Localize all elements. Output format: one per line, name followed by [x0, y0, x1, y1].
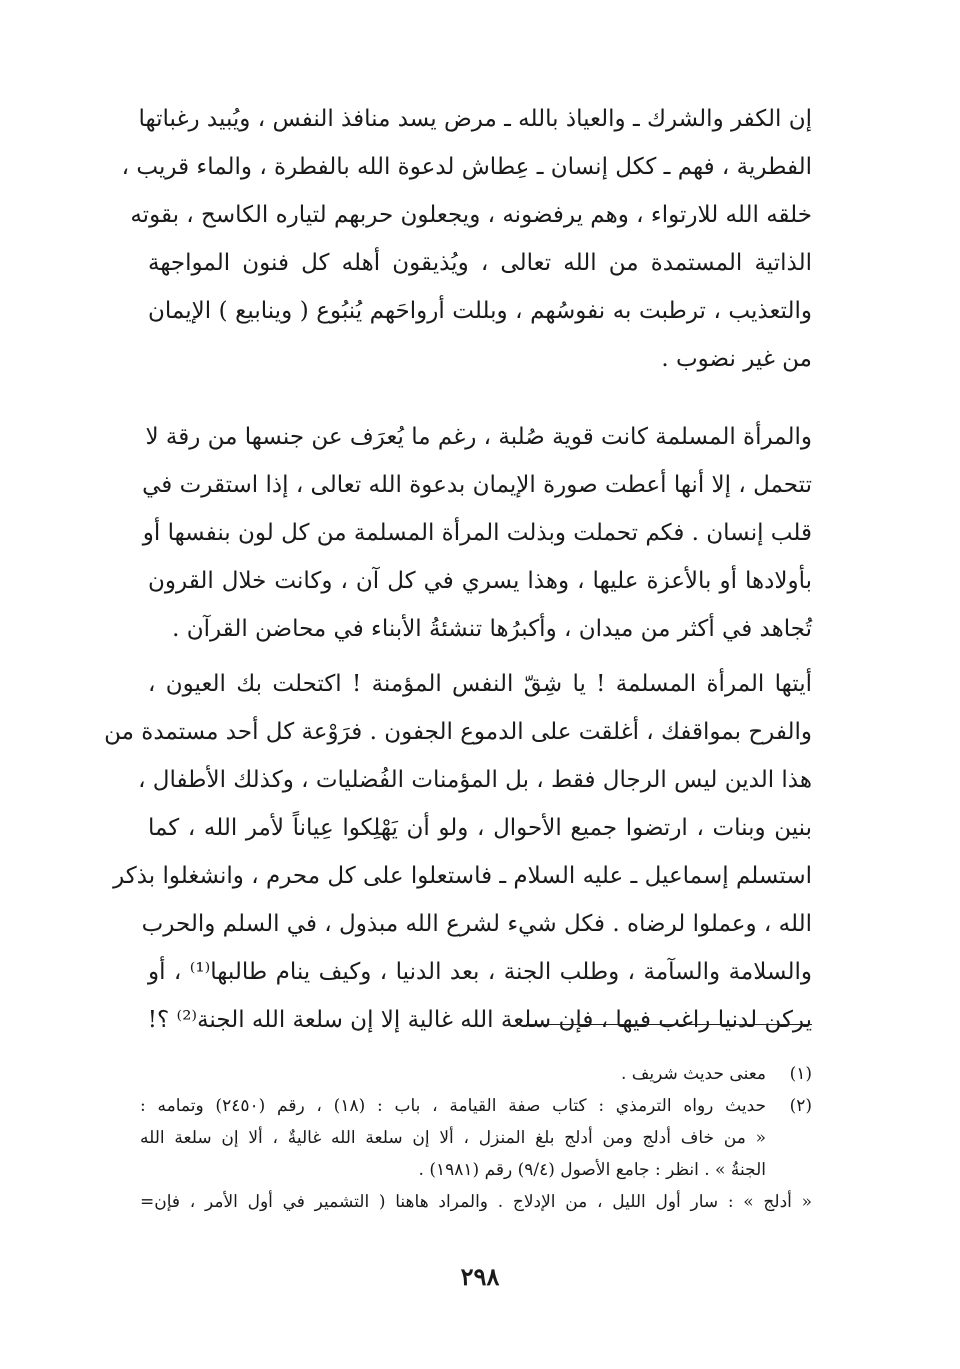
- text-line: والفرح بمواقفك ، أغلقت على الدموع الجفون . فرَوْعة كل أحد مستمدة من: [104, 719, 812, 745]
- text-line: قلب إنسان . فكم تحملت وبذلت المرأة المسلمة من كل لون بنفسها أو: [142, 520, 812, 546]
- footnote-continuation: « أدلج » : سار أول الليل ، من الإدلاج . والمراد هاهنا ( التشمير في أول الأمر ، فإن=: [140, 1192, 812, 1212]
- footnote-line: « من خاف أدلج ومن أدلج بلغ المنزل ، ألا إن سلعة الله غاليةٌ ، ألا إن سلعة الله: [140, 1128, 766, 1148]
- paragraph-2: [142, 413, 812, 653]
- footnote-number: (٢): [789, 1096, 812, 1116]
- footnotes: [140, 1058, 812, 1218]
- footnote-divider: [526, 1024, 812, 1025]
- text-line: تتحمل ، إلا أنها أعطت صورة الإيمان بدعوة الله تعالى ، إذا استقرت في: [142, 472, 812, 498]
- text-line: تُجاهد في أكثر من ميدان ، وأكبرُها تنشئةُ الأبناء في محاضن القرآن .: [172, 616, 812, 642]
- page-number: ٢٩٨: [460, 1262, 500, 1291]
- text-line: يركن لدنيا راغب فيها ، فإن سلعة الله غالية إلا إن سلعة الله الجنة⁽²⁾ ؟!: [147, 1007, 812, 1033]
- footnote-line: حديث رواه الترمذي : كتاب صفة القيامة ، باب : (١٨) ، رقم (٢٤٥٠) وتمامه :: [140, 1096, 766, 1116]
- paragraph-3: [104, 660, 812, 1044]
- text-line: الفطرية ، فهم ـ ككل إنسان ـ عِطاش لدعوة الله بالفطرة ، والماء قريب ،: [121, 154, 812, 180]
- text-line: بأولادها أو بالأعزة عليها ، وهذا يسري في كل آن ، وكانت خلال القرون: [148, 568, 812, 594]
- footnote-2: [140, 1090, 812, 1186]
- text-line: الله ، وعملوا لرضاه . فكل شيء لشرع الله مبذول ، في السلم والحرب: [141, 911, 812, 937]
- footnote-1: [140, 1058, 812, 1090]
- text-line: استسلم إسماعيل ـ عليه السلام ـ فاستعلوا على كل محرم ، وانشغلوا بذكر: [113, 863, 812, 889]
- footnote-number: (١): [789, 1064, 812, 1084]
- text-line: والسلامة والسآمة ، وطلب الجنة ، بعد الدنيا ، وكيف ينام طالبها⁽¹⁾ ، أو: [148, 959, 812, 985]
- text-line: هذا الدين ليس الرجال فقط ، بل المؤمنات الفُضليات ، وكذلك الأطفال ،: [138, 767, 812, 793]
- text-line: خلقه الله للارتواء ، وهم يرفضونه ، ويجعلون حربهم لتياره الكاسح ، بقوته: [130, 202, 812, 228]
- text-line: أيتها المرأة المسلمة ! يا شِقّ النفس المؤمنة ! اكتحلت بك العيون ،: [148, 671, 812, 697]
- text-line: والتعذيب ، ترطبت به نفوسُهم ، وبللت أرواحَهم يُنبُوع ( وينابيع ) الإيمان: [148, 298, 812, 324]
- text-line: والمرأة المسلمة كانت قوية صُلبة ، رغم ما يُعرَف عن جنسها من رقة لا: [145, 424, 812, 450]
- text-line: من غير نضوب .: [661, 346, 812, 372]
- text-line: الذاتية المستمدة من الله تعالى ، ويُذيقون أهله كل فنون المواجهة: [148, 250, 812, 276]
- text-line: إن الكفر والشرك ـ والعياذ بالله ـ مرض يسد منافذ النفس ، ويُبيد رغباتها: [138, 106, 812, 132]
- text-line: بنين وبنات ، ارتضوا جميع الأحوال ، ولو أن يَهْلِكوا عِياناً لأمر الله ، كما: [148, 815, 812, 841]
- paragraph-1: [121, 95, 812, 383]
- footnote-line: معنى حديث شريف .: [620, 1064, 766, 1084]
- footnote-line: الجنةُ » . انظر : جامع الأصول (٩/٤) رقم (١٩٨١) .: [418, 1160, 766, 1180]
